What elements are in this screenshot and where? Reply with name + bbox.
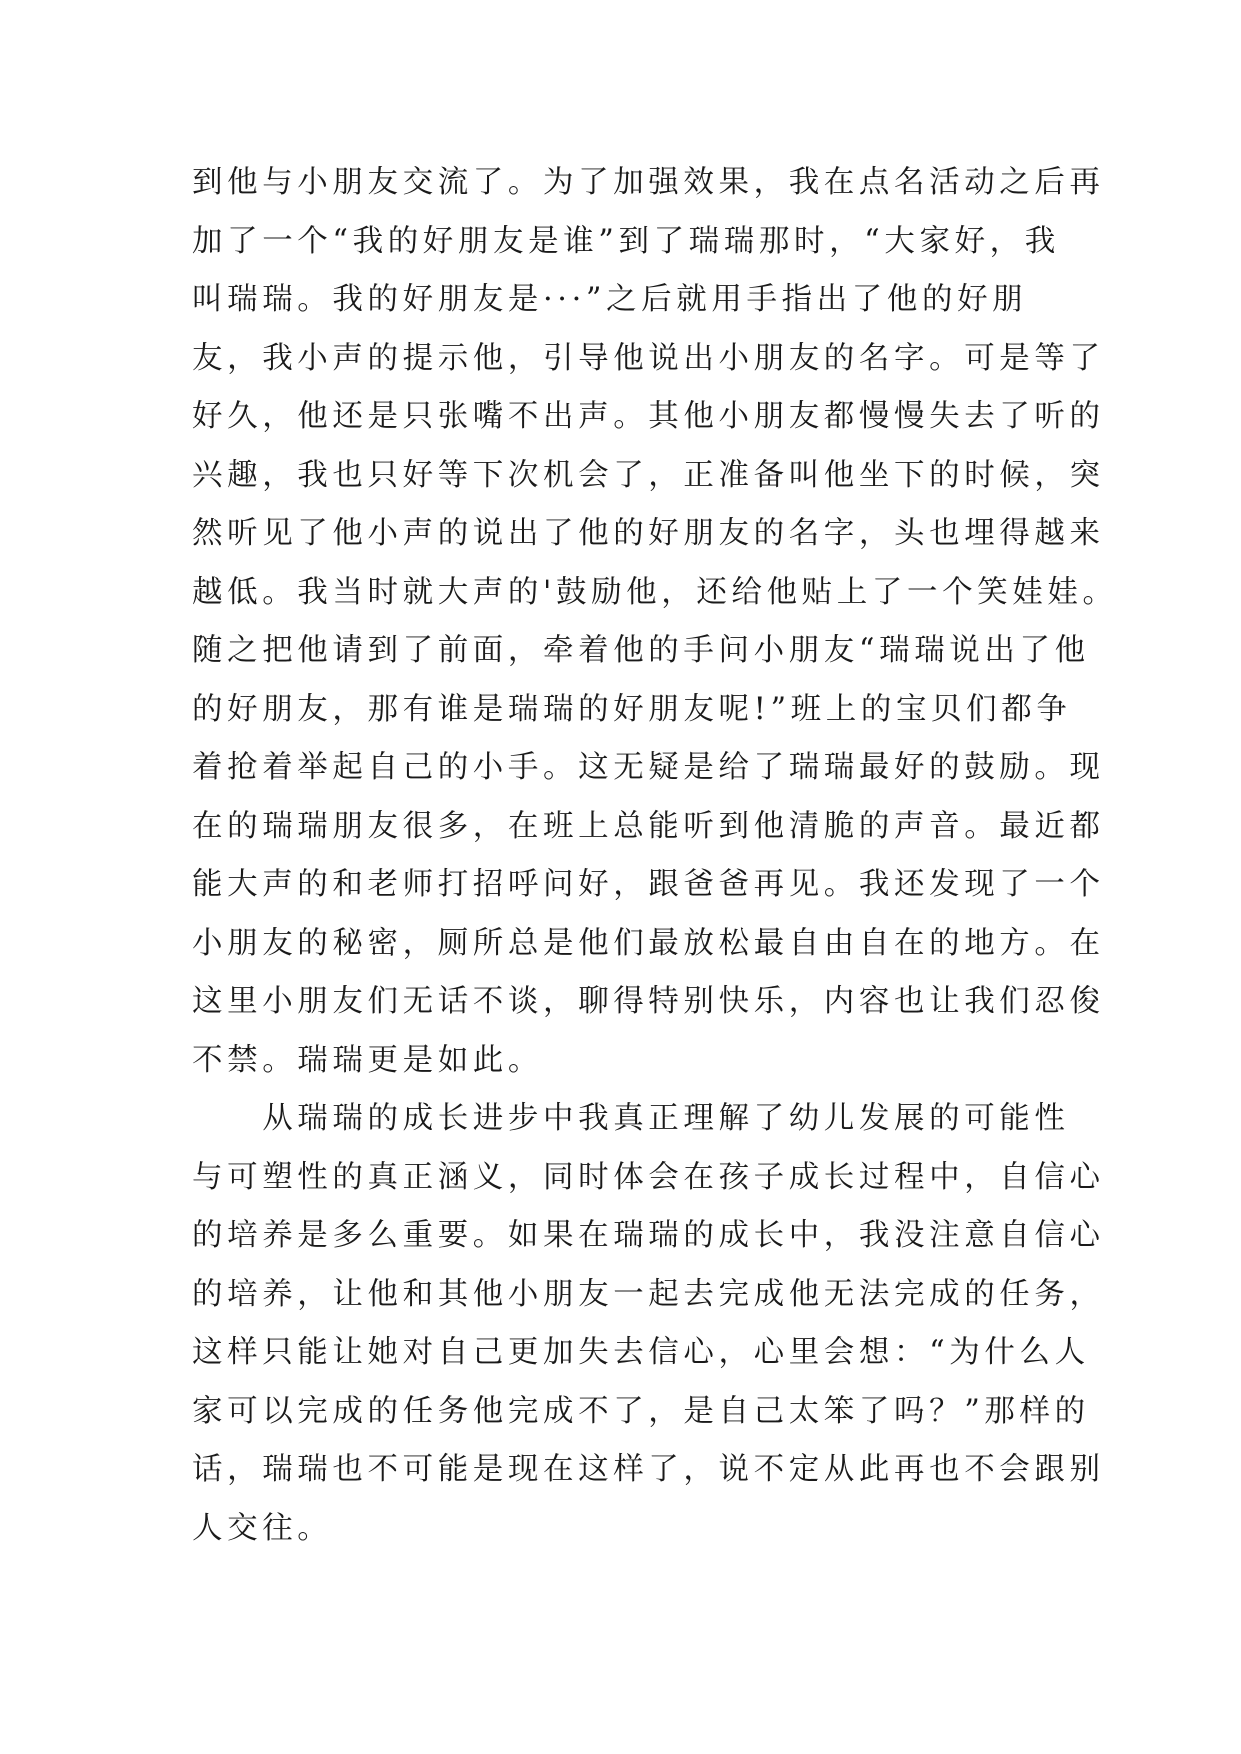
text-line: 友，我小声的提示他，引导他说出小朋友的名字。可是等了 bbox=[192, 340, 1105, 376]
body-text bbox=[192, 154, 1118, 1558]
text-line: 越低。我当时就大声的'鼓励他，还给他贴上了一个笑娃娃。 bbox=[192, 574, 1118, 610]
text-line: 兴趣，我也只好等下次机会了，正准备叫他坐下的时候，突 bbox=[192, 457, 1105, 493]
text-line: 从瑞瑞的成长进步中我真正理解了幼儿发展的可能性 bbox=[192, 1101, 1070, 1136]
text-line: 小朋友的秘密，厕所总是他们最放松最自由自在的地方。在 bbox=[192, 925, 1105, 961]
text-line: 能大声的和老师打招呼问好，跟爸爸再见。我还发现了一个 bbox=[192, 867, 1105, 902]
text-line: 家可以完成的任务他完成不了，是自己太笨了吗？”那样的 bbox=[192, 1393, 1090, 1429]
text-line: 在的瑞瑞朋友很多，在班上总能听到他清脆的声音。最近都 bbox=[192, 808, 1105, 844]
text-line: 叫瑞瑞。我的好朋友是···”之后就用手指出了他的好朋 bbox=[192, 282, 1028, 317]
text-line: 到他与小朋友交流了。为了加强效果，我在点名活动之后再 bbox=[192, 165, 1105, 200]
text-line: 这样只能让她对自己更加失去信心，心里会想：“为什么人 bbox=[192, 1335, 1090, 1370]
text-line: 的培养是多么重要。如果在瑞瑞的成长中，我没注意自信心 bbox=[192, 1218, 1105, 1253]
text-line: 加了一个“我的好朋友是谁”到了瑞瑞那时，“大家好，我 bbox=[192, 223, 1060, 259]
text-line: 好久，他还是只张嘴不出声。其他小朋友都慢慢失去了听的 bbox=[192, 399, 1105, 434]
text-line: 随之把他请到了前面，牵着他的手问小朋友“瑞瑞说出了他 bbox=[192, 633, 1090, 668]
text-line: 不禁。瑞瑞更是如此。 bbox=[192, 1042, 543, 1078]
text-line: 人交往。 bbox=[192, 1510, 333, 1546]
text-line: 然听见了他小声的说出了他的好朋友的名字，头也埋得越来 bbox=[192, 516, 1105, 551]
text-line: 的好朋友，那有谁是瑞瑞的好朋友呢!”班上的宝贝们都争 bbox=[192, 691, 1072, 727]
text-line: 这里小朋友们无话不谈，聊得特别快乐，内容也让我们忍俊 bbox=[192, 984, 1105, 1019]
text-line: 着抢着举起自己的小手。这无疑是给了瑞瑞最好的鼓励。现 bbox=[192, 750, 1105, 785]
text-line: 与可塑性的真正涵义，同时体会在孩子成长过程中，自信心 bbox=[192, 1159, 1105, 1195]
text-line: 话，瑞瑞也不可能是现在这样了，说不定从此再也不会跟别 bbox=[192, 1452, 1105, 1487]
text-line: 的培养，让他和其他小朋友一起去完成他无法完成的任务， bbox=[192, 1276, 1105, 1312]
